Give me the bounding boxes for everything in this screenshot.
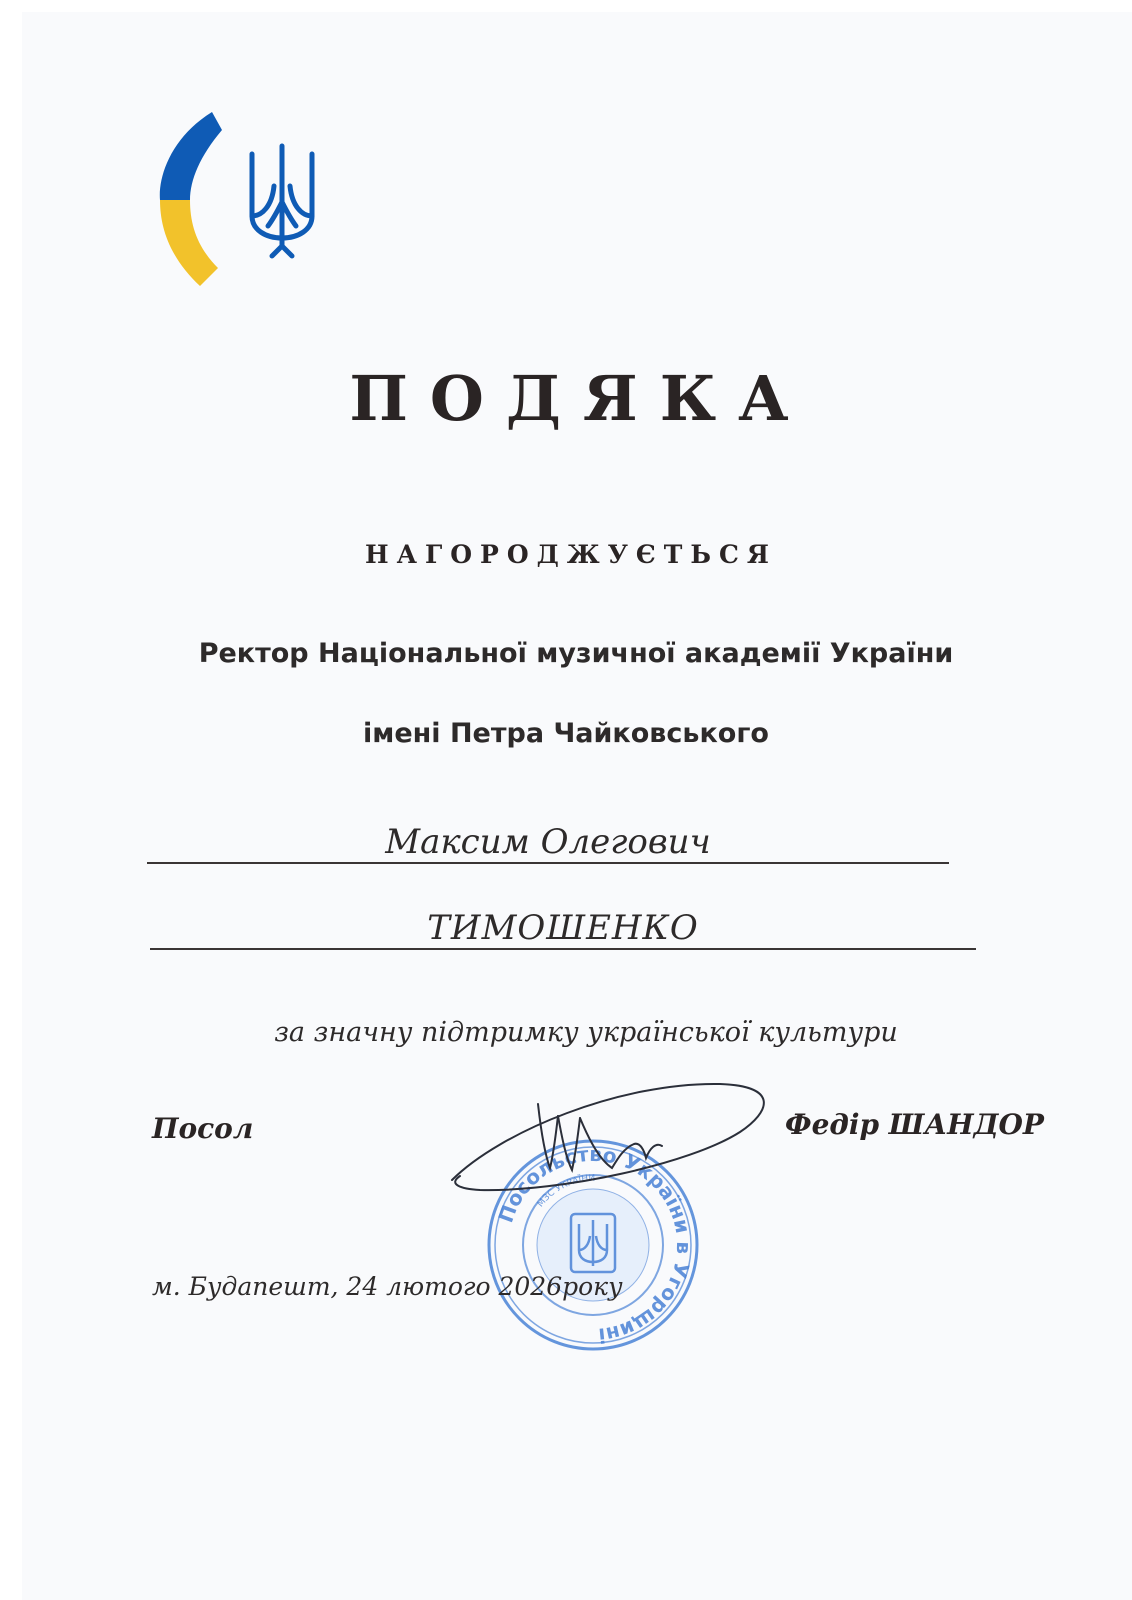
- certificate-title: ПОДЯКА: [349, 362, 811, 435]
- signer-role: Посол: [152, 1112, 254, 1145]
- place-and-date: м. Будапешт, 24 лютого 2026року: [152, 1272, 623, 1301]
- ukraine-emblem-logo: [150, 108, 340, 293]
- handwritten-signature: [440, 1072, 780, 1232]
- recipient-position-line-2: імені Петра Чайковського: [363, 718, 769, 749]
- signer-name: Федір ШАНДОР: [785, 1108, 1044, 1141]
- award-reason: за значну підтримку української культури: [274, 1017, 898, 1048]
- awarded-label: НАГОРОДЖУЄТЬСЯ: [365, 540, 777, 569]
- stamp-small-text: МЗС УКРАЇНИ: [535, 1173, 596, 1210]
- stamp-ring-text: Посольство України в Угорщині: [493, 1141, 697, 1348]
- recipient-last-name: ТИМОШЕНКО: [150, 908, 976, 950]
- recipient-position-line-1: Ректор Національної музичної академії України: [198, 638, 954, 669]
- recipient-first-name: Максим Олегович: [147, 822, 949, 864]
